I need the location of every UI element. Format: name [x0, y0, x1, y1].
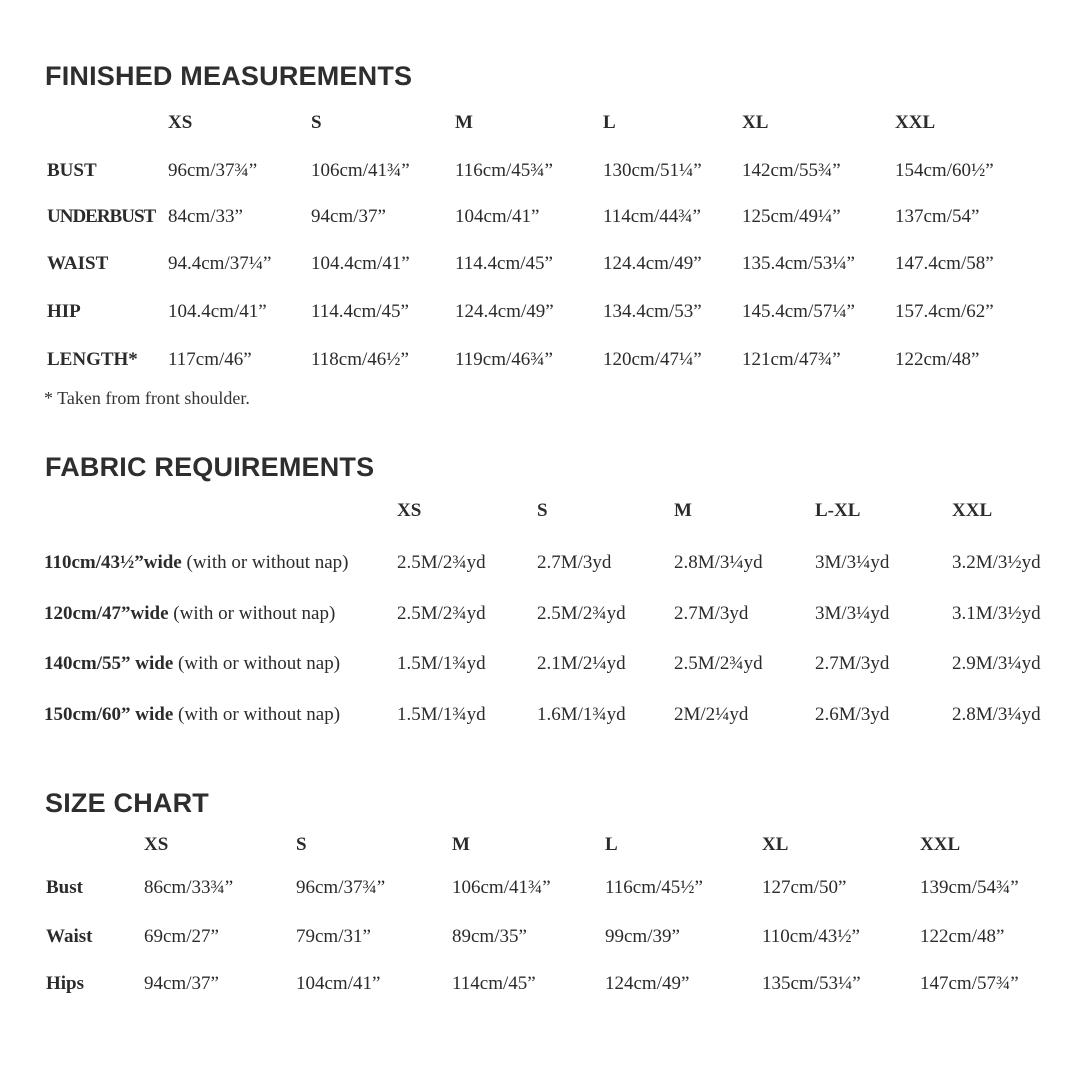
table-cell: 3.1M/3½yd	[952, 603, 1041, 624]
table-cell: 69cm/27”	[144, 926, 219, 947]
table-cell: 1.5M/1¾yd	[397, 653, 486, 674]
table-cell: 157.4cm/62”	[895, 301, 994, 322]
fabric-width-label	[44, 654, 340, 673]
table-cell: 1.6M/1¾yd	[537, 704, 626, 725]
table-cell: 114cm/45”	[452, 973, 536, 994]
table-cell: 96cm/37¾”	[168, 160, 258, 181]
size-header: XXL	[952, 500, 993, 521]
table-cell: 116cm/45½”	[605, 877, 703, 898]
table-cell: 118cm/46½”	[311, 349, 409, 370]
table-cell: 104cm/41”	[296, 973, 381, 994]
fabric-nap-note: (with or without nap)	[173, 653, 341, 674]
size-header: XS	[397, 500, 422, 521]
table-cell: 145.4cm/57¼”	[742, 301, 855, 322]
size-header: L	[605, 834, 618, 855]
size-header: M	[452, 834, 470, 855]
table-cell: 137cm/54”	[895, 206, 980, 227]
size-header: L	[603, 112, 616, 133]
fabric-requirements-title: FABRIC REQUIREMENTS	[45, 452, 375, 482]
table-cell: 104.4cm/41”	[168, 301, 267, 322]
table-cell: 147cm/57¾”	[920, 973, 1019, 994]
table-cell: 94cm/37”	[144, 973, 219, 994]
fabric-width: 110cm/43½”wide	[44, 552, 182, 573]
fabric-width: 150cm/60” wide	[44, 704, 174, 725]
table-cell: 2M/2¼yd	[674, 704, 749, 725]
fabric-nap-note: (with or without nap)	[173, 704, 341, 725]
table-cell: 104cm/41”	[455, 206, 540, 227]
table-cell: 134.4cm/53”	[603, 301, 702, 322]
table-cell: 120cm/47¼”	[603, 349, 702, 370]
table-cell: 2.8M/3¼yd	[952, 704, 1041, 725]
table-cell: 142cm/55¾”	[742, 160, 841, 181]
table-cell: 86cm/33¾”	[144, 877, 234, 898]
size-header: XS	[144, 834, 169, 855]
fabric-width-label	[44, 604, 335, 623]
footnote: * Taken from front shoulder.	[44, 388, 250, 408]
table-cell: 121cm/47¾”	[742, 349, 841, 370]
row-label: LENGTH*	[47, 349, 138, 370]
table-cell: 2.1M/2¼yd	[537, 653, 626, 674]
size-header: XL	[742, 112, 769, 133]
size-header: XL	[762, 834, 789, 855]
table-cell: 2.5M/2¾yd	[397, 552, 486, 573]
fabric-nap-note: (with or without nap)	[168, 603, 336, 624]
table-cell: 114.4cm/45”	[311, 301, 409, 322]
table-cell: 135.4cm/53¼”	[742, 253, 855, 274]
table-cell: 99cm/39”	[605, 926, 680, 947]
table-cell: 135cm/53¼”	[762, 973, 861, 994]
table-cell: 116cm/45¾”	[455, 160, 553, 181]
fabric-nap-note: (with or without nap)	[181, 552, 349, 573]
table-cell: 96cm/37¾”	[296, 877, 386, 898]
finished-measurements-title: FINISHED MEASUREMENTS	[45, 61, 413, 91]
size-header: XS	[168, 112, 193, 133]
table-cell: 106cm/41¾”	[311, 160, 410, 181]
table-cell: 84cm/33”	[168, 206, 243, 227]
table-cell: 154cm/60½”	[895, 160, 994, 181]
table-cell: 3.2M/3½yd	[952, 552, 1041, 573]
table-cell: 2.9M/3¼yd	[952, 653, 1041, 674]
size-header: XXL	[895, 112, 936, 133]
table-cell: 89cm/35”	[452, 926, 527, 947]
table-cell: 130cm/51¼”	[603, 160, 702, 181]
table-cell: 106cm/41¾”	[452, 877, 551, 898]
size-chart-title: SIZE CHART	[45, 788, 209, 818]
table-cell: 94cm/37”	[311, 206, 386, 227]
table-cell: 114cm/44¾”	[603, 206, 701, 227]
row-label: HIP	[47, 301, 81, 322]
row-label: UNDERBUST	[47, 206, 156, 227]
row-label: Waist	[46, 926, 93, 947]
row-label: Hips	[46, 973, 85, 994]
table-cell: 2.5M/2¾yd	[537, 603, 626, 624]
table-cell: 79cm/31”	[296, 926, 371, 947]
table-cell: 122cm/48”	[895, 349, 980, 370]
table-cell: 124.4cm/49”	[603, 253, 702, 274]
table-cell: 2.8M/3¼yd	[674, 552, 763, 573]
size-header: M	[455, 112, 473, 133]
table-cell: 3M/3¼yd	[815, 552, 890, 573]
size-header: S	[537, 500, 548, 521]
table-cell: 2.7M/3yd	[674, 603, 749, 624]
row-label: BUST	[47, 160, 97, 181]
row-label: Bust	[46, 877, 83, 898]
size-header: XXL	[920, 834, 961, 855]
table-cell: 147.4cm/58”	[895, 253, 994, 274]
table-cell: 2.6M/3yd	[815, 704, 890, 725]
size-header: M	[674, 500, 692, 521]
table-cell: 2.7M/3yd	[815, 653, 890, 674]
table-cell: 124cm/49”	[605, 973, 690, 994]
table-cell: 1.5M/1¾yd	[397, 704, 486, 725]
fabric-width: 120cm/47”wide	[44, 603, 169, 624]
table-cell: 139cm/54¾”	[920, 877, 1019, 898]
size-header: S	[296, 834, 307, 855]
table-cell: 2.5M/2¾yd	[397, 603, 486, 624]
fabric-width-label	[44, 553, 349, 572]
fabric-width-label	[44, 705, 340, 724]
table-cell: 117cm/46”	[168, 349, 252, 370]
table-cell: 122cm/48”	[920, 926, 1005, 947]
table-cell: 3M/3¼yd	[815, 603, 890, 624]
table-cell: 110cm/43½”	[762, 926, 860, 947]
table-cell: 94.4cm/37¼”	[168, 253, 272, 274]
table-cell: 104.4cm/41”	[311, 253, 410, 274]
table-cell: 125cm/49¼”	[742, 206, 841, 227]
table-cell: 114.4cm/45”	[455, 253, 553, 274]
size-header: L-XL	[815, 500, 861, 521]
table-cell: 2.5M/2¾yd	[674, 653, 763, 674]
table-cell: 2.7M/3yd	[537, 552, 612, 573]
size-header: S	[311, 112, 322, 133]
table-cell: 124.4cm/49”	[455, 301, 554, 322]
table-cell: 127cm/50”	[762, 877, 847, 898]
fabric-width: 140cm/55” wide	[44, 653, 174, 674]
row-label: WAIST	[47, 253, 109, 274]
table-cell: 119cm/46¾”	[455, 349, 553, 370]
